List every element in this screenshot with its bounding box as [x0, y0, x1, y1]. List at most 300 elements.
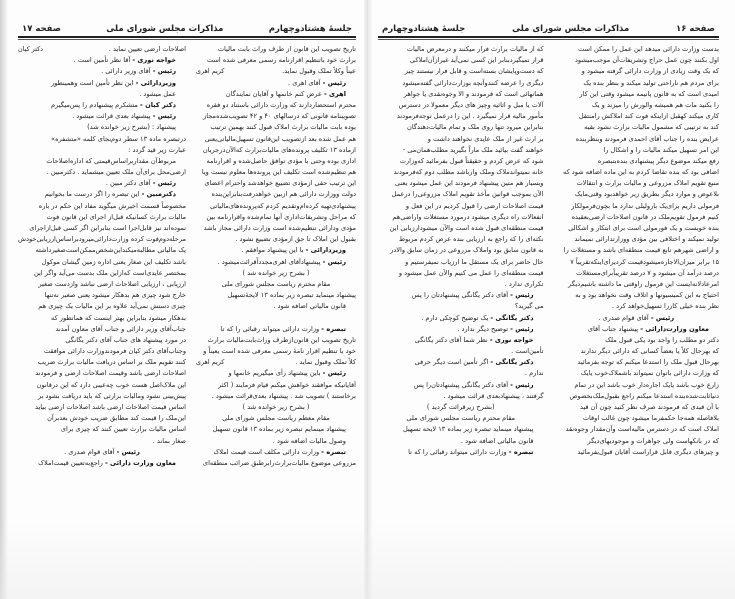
text-line: [18, 201, 186, 212]
speaker-name: رئیس -: [116, 447, 140, 456]
text-line: [378, 134, 544, 145]
line-text: گرفتند ، پیشنهادبعدی قرائت میشود .: [443, 391, 544, 400]
text-line: [554, 380, 720, 391]
speaker-name: معاون وزارت‌دارائی -: [640, 324, 709, 333]
line-text: مقام معظم ریاست مجلس شورای ملی: [222, 414, 330, 423]
line-text: تصویبنامه قانونی که درسالهای ۴۰ و ۴۲ تصویب‌شده‌مجاز: [203, 112, 356, 121]
line-text: محترم استحضاردارند که وزارت دارائی باستناد دو فقره: [206, 100, 356, 109]
right-header-rule: [378, 36, 719, 40]
line-text: و اراضی شهرهم تابع قیمت منطقه‌ای باشد و مستغلات را: [563, 246, 719, 255]
line-text: اداری بوده وحتی با مؤدی توافق حاصل‌شده و اقرارنامه: [206, 156, 356, 165]
text-line: [378, 368, 544, 379]
line-text: اصلاحات ارضی باشد وقیمت اصلاحات ارضی و فرمودند: [35, 369, 187, 378]
line-text: تبصره - وزارت دارائی میتواند رقبائی را که تا: [220, 324, 346, 333]
line-text: که دست‌وپایشان بسته‌است و قابل فرار نیستند چیز: [404, 67, 544, 76]
line-text: کنند تقویم ملک بر اساس دریافت مالیات برارث ضریب: [37, 358, 187, 367]
line-text: عبارت زیر قید گردد :: [128, 145, 187, 154]
text-line: [196, 189, 356, 200]
line-text: عمل میشود .: [139, 89, 177, 98]
text-line: [18, 424, 186, 435]
line-text: معاون وزارت‌دارائی - پیشنهاد جناب آقای: [587, 324, 709, 333]
line-text: عرایض بنده را جناب آقای احمدی فرمودند وبنظربنده: [575, 134, 719, 143]
line-text: نظر بنده خیلی کاررا تسهیل‌خواهد کرد .: [611, 302, 719, 311]
text-line: [554, 122, 720, 133]
signature: دکتر کیان: [18, 45, 43, 53]
speaker-name: تبصره -: [321, 324, 346, 333]
line-text: نکته‌ای را که راجع به ارزیابی بنده عرض کردم مربوط: [399, 235, 544, 244]
text-line: [196, 402, 356, 413]
speaker-line: [18, 189, 186, 200]
line-text: پیشنهاد مینماید تبصره زیر بماده ۱۳ لایحهٔ‌تسهیل: [227, 291, 356, 300]
left-page-right-column: [196, 44, 356, 469]
speaker-line: [18, 66, 186, 77]
line-text: قانون مالیاتی اضافه شود .: [273, 302, 346, 311]
text-line: [378, 111, 544, 122]
line-text: کلاً تملک وقبول نماید .: [295, 358, 356, 367]
line-text: تکراری ندارد .: [504, 279, 544, 288]
text-line: [378, 436, 544, 447]
line-text: خواجه نوری - آقا نظر تأمین است .: [73, 56, 177, 65]
speaker-name: رئیس -: [322, 78, 346, 87]
speaker-name: رئیس -: [650, 313, 675, 322]
line-text: قیمت منطقه‌ای را عمل می کنیم والآن عمل میشود و: [398, 268, 544, 277]
line-text: آلات یا مبل و اثاثیه وچیز های دیگر معمولا در دسترس: [398, 100, 544, 109]
speaker-line: [18, 447, 186, 458]
text-line: [196, 268, 356, 279]
line-text: و چیزهای دیگری قابل قراراست آقایان قبول‌بفرمائید: [577, 447, 719, 456]
line-text: صغار بماند .: [152, 436, 187, 445]
left-running-header: [18, 18, 356, 34]
right-journal-title: مذاکرات مجلس شورای ملی: [512, 24, 630, 34]
line-text: کند به ترتیبی که مشمول مالیات برارث نشود بقیه: [584, 123, 719, 132]
line-text: مأمور مالیه قرار نمیگیرد . این را درعمل توجه‌فرمودند: [396, 112, 544, 121]
line-text: پیشنهاد مینماید تبصره زیر بماده ۱۳ لایحه تسهیل: [402, 425, 534, 434]
line-text: رئیس - آقای وزیر دارائی .: [101, 67, 177, 76]
line-text: دنیاثابت‌شده‌بنده استدعا میکنم راجع بقبول‌ملک‌بخصوص: [569, 391, 719, 400]
text-line: [196, 134, 356, 145]
line-text: هم تنظیم‌شده است تکلیف این پرونده‌ها معلوم نیست ویا: [201, 168, 356, 177]
line-text: قرار نمیگیرد‌بنابر این کسی نمی‌آید غیرازآن‌املاکی: [409, 56, 544, 65]
speaker-line: [378, 380, 544, 391]
signature: کریم اهری: [196, 67, 225, 76]
text-line: [196, 66, 356, 77]
text-line: [18, 413, 186, 424]
line-text: اول بکنند چون عمل حراج وتشریفات‌آن موجب‌میشود: [574, 56, 719, 65]
text-line: [378, 301, 544, 312]
line-text: ۱۵ برابر میزان‌الاجاره‌میشود‌قیمت کردیرای‌اینکه‌تقریباً ۷: [570, 257, 719, 266]
speaker-name: رئیس -: [322, 369, 346, 378]
line-text: تأمین‌است .: [511, 347, 544, 356]
line-text: رئیس - پیشنهاد بعدی قرائت میشود .: [72, 112, 177, 121]
line-text: اهری - عرض کنم خانمها و آقایان نمایندگان: [225, 89, 346, 98]
line-text: تاریخ تصویب این قانون‌ازطرف وراث‌بابت‌مالیات برارث: [207, 335, 356, 344]
line-text: امرعادلانه‌ایست این فرمول راوقتی ما داشته باشیم‌دیگر: [568, 279, 719, 288]
text-line: [18, 234, 186, 245]
line-text: رئیس - آقای قوام صدری .: [598, 313, 675, 322]
line-text: این ترتیب حقی ازمؤدی تضییع خواهدشد واحترام اعضای: [204, 179, 356, 188]
line-text: پیش‌بینی نشود ومالیات برارثی که باید دریافت بشود بر: [37, 391, 187, 400]
text-line: [378, 212, 544, 223]
line-text: تبصره - وزارت دارائی میتواند رقبائی را که تا: [408, 447, 534, 456]
text-line: [196, 279, 356, 290]
line-text: مقام محترم ریاست مجلس شورای ملی: [221, 279, 331, 288]
speaker-line: [196, 447, 356, 458]
speaker-name: تبصره -: [321, 447, 346, 456]
line-text: جناب‌آقای وزیر دارائی و جناب آقای معاون آمدند: [55, 324, 187, 333]
speaker-name: خواجه نوری -: [489, 335, 534, 344]
line-text: بلاعوض و موارد دیگر بطریق زیر خواهدبود وقتی‌مایک: [574, 190, 719, 199]
text-line: [196, 234, 356, 245]
text-line: [196, 145, 356, 156]
text-line: [18, 245, 186, 256]
speaker-line: [196, 368, 356, 379]
text-line: [196, 167, 356, 178]
speaker-name: رئیس -: [152, 67, 177, 76]
speaker-name: رئیس -: [510, 380, 534, 389]
text-line: [18, 402, 186, 413]
right-page: [368, 0, 735, 599]
speaker-name: معاون وزارت دارائی -: [104, 458, 177, 467]
line-text: ارضی‌محل برای‌آن ملک تعیین میشماید . دکترمبین .: [46, 168, 187, 177]
line-text: انفعالات راه دیگری میشود درمورد مستغلات واراضی‌هم: [392, 212, 544, 221]
speaker-name: تبصره -: [508, 447, 534, 456]
text-line: [196, 357, 356, 368]
line-text: با آن قیدی که فرمودند صرف نظر کنید چون آن قید: [579, 403, 719, 411]
line-text: را بکنید مات هم همیشه والورش را میزند و یک: [591, 100, 719, 109]
text-line: [554, 111, 720, 122]
text-line: [18, 301, 186, 312]
speaker-line: [18, 178, 186, 189]
speaker-name: دکترمبین -: [141, 190, 177, 199]
text-line: [18, 156, 186, 167]
text-line: [18, 324, 186, 335]
text-line: [378, 44, 544, 55]
line-text: امیدی است که به قانون پانیمه میشود وقتی این کار: [579, 89, 719, 98]
text-line: [18, 89, 186, 100]
text-line: [196, 413, 356, 424]
text-line: [18, 279, 186, 290]
line-text: باشد تکلیف این صغار یعنی اداره زمین گیشان موکول: [41, 257, 187, 266]
text-line: [554, 290, 720, 301]
line-text: کنیم فرمول تقویم‌ملک در قانون اصلاحات ارضی‌بعقیده: [571, 212, 719, 221]
line-text: بلافاصله همه‌جا حکمفرما میشود چون غالب اوقات: [582, 414, 719, 423]
speaker-name: خواجه نوری -: [132, 56, 177, 65]
text-line: [554, 78, 720, 89]
speaker-line: [554, 313, 720, 324]
line-text: خانه نمیتواندملاک وملک وارباشد مطلب دوم که‌فرمودند: [393, 168, 544, 177]
text-line: [378, 391, 544, 402]
text-line: [18, 290, 186, 301]
line-text: خارج شود چیزی هم بدهکار میشود یعنی صغیر نه‌تنها: [44, 291, 187, 300]
line-text: رئیس - آقای قوام صدری .: [64, 447, 140, 456]
line-text: رئیس - باین پیشنهاد رأی میگیریم خانمها و: [228, 369, 346, 378]
text-line: [18, 357, 186, 368]
speaker-name: رئیس -: [510, 324, 534, 333]
line-text: که بهرحال کلاً یا بعضاً کسانی که دارائی دیگر ندارند: [580, 347, 719, 356]
text-line: [554, 257, 720, 268]
text-line: [196, 44, 356, 55]
line-text: پیشنهادی‌تهیه کرده‌ام‌وتقدیم کردم که‌پرونده‌های‌مالیاتی: [209, 201, 356, 210]
text-line: [554, 234, 720, 245]
text-line: [18, 44, 186, 55]
speaker-line: [378, 290, 544, 301]
line-text: بقبول این املاک تا حق ازمؤدی تضییع نشود .: [235, 235, 356, 244]
text-line: [18, 436, 186, 447]
right-page-columns: [378, 44, 719, 458]
line-text: تولید نمیکند و اختلافی بین مؤدی ووزارتدارائی نمیماند: [574, 235, 719, 244]
line-text: مالیات برارث کسانیکه قبل‌از اجرای این قانون فوت: [46, 212, 187, 221]
text-line: [196, 100, 356, 111]
line-text: بنابراین میرود تنها روی ملک و تمام مالیات‌دهندگان: [407, 123, 544, 132]
speaker-line: [378, 313, 544, 324]
line-text: آقایانیکه موافقند خواهش میکنم قیام فرمایند ( اکثر: [218, 380, 356, 389]
line-text: که مراحل وتشریفات‌اداری آنها تمام‌شده واقرارنامه بین: [206, 212, 356, 221]
speaker-line: [18, 458, 186, 469]
line-text: اساس قیمت اصلاحات ارضی باشد اصلاحات ارضی بیاید: [35, 403, 187, 411]
text-line: [196, 335, 356, 346]
text-line: [554, 223, 720, 234]
speaker-line: [378, 357, 544, 368]
text-line: [378, 156, 544, 167]
text-line: [378, 55, 544, 66]
line-text: اساس مالیات برارث تعیین کنند که چیزی برای: [60, 425, 187, 434]
line-text: الآن بموجب قوانین مأخذ تقویم املاک مزروعی‌را درعمل: [391, 190, 544, 199]
left-page-number: صفحه ۱۷: [22, 24, 61, 34]
text-line: [554, 100, 720, 111]
speaker-line: [196, 89, 356, 100]
line-text: می گیرید؟: [514, 302, 544, 311]
line-text: پیشنهاد : (بشرح زیر خوانده شد): [87, 123, 177, 132]
line-text: که از مالیات برارث فرار میکنند و درمعرض مالیات: [406, 45, 544, 53]
text-line: [196, 201, 356, 212]
line-text: تاریخ تصویب این قانون از طرف وراث بابت مالیات: [217, 45, 356, 53]
text-line: [18, 134, 186, 145]
text-line: [378, 223, 544, 234]
text-line: [378, 346, 544, 357]
line-text: دکتر دو مطلب را واجد بود یکی قبول ملک: [605, 335, 719, 344]
text-line: [554, 55, 720, 66]
text-line: [378, 100, 544, 111]
left-page-left-column: [18, 44, 186, 469]
text-line: [554, 424, 720, 435]
text-line: [196, 424, 356, 435]
line-text: که وزارت دارائی باتوان نمیتواند باشملاک‌خوب یایک: [580, 369, 719, 378]
line-text: وبسیار هم متین پیشنهاد فرمودند این عمل میشود یعنی: [394, 179, 544, 188]
text-line: [378, 145, 544, 156]
left-journal-title: مذاکرات مجلس شورای ملی: [106, 24, 224, 34]
line-text: عیناً وکلاً تملک وقبول نماید.: [282, 67, 356, 76]
line-text: ارزیابی ، ارزیابی اصلاحات ارضی نباشد وازدست صغیر: [38, 279, 187, 288]
line-text: درتبصره ماده ۱۳ سطر دوم‌بجای کلمه «متشفره»: [51, 134, 187, 143]
text-line: [196, 111, 356, 122]
left-page-columns: [18, 44, 356, 469]
text-line: [378, 279, 544, 290]
line-text: املاک است که در دسترس مالیه‌است وآن‌مقدار وجوه‌نقد: [565, 425, 719, 434]
line-text: رئیس - آقای دکتر یگانگی پیشنهادتان‌را پس: [413, 380, 534, 389]
speaker-line: [18, 100, 186, 111]
text-line: [554, 413, 720, 424]
line-text: دکتر یگانگی - اگر تأمین است دیگر حرفی: [414, 358, 534, 367]
text-line: [378, 189, 544, 200]
speaker-line: [378, 324, 544, 335]
text-line: [378, 167, 544, 178]
text-line: [378, 268, 544, 279]
line-text: منبع تقویم املاک مزروعی و مالیات برارث و انتقالات: [576, 179, 719, 188]
line-text: بهرحال قبول ملک را استدعا میکنم که توجه بفرمائید: [577, 358, 719, 367]
text-line: [18, 380, 186, 391]
line-text: رفع میکند موضوع دیگر پیشنهادی بنده‌بتبصره: [597, 156, 719, 165]
line-text: خود با تنظیم اقرار نامهٔ رسمی معرفی شده است یعیناً و: [203, 347, 356, 356]
line-text: درصد درآمد آن میشود و ۷ درصد تقریباًبرای‌مستغلات: [576, 268, 719, 277]
text-line: [554, 89, 720, 100]
speaker-name: دکتر یگانگی -: [490, 358, 534, 367]
text-line: [378, 245, 544, 256]
line-text: دکتر کیان - متشکرم پیشنهادم را پس‌میگیرم: [50, 100, 177, 109]
text-line: [196, 436, 356, 447]
line-text: بر ارث غیر از ملک عایدی نخواهند داشت و: [427, 134, 544, 143]
line-text: وجناب‌آقای دکتر کیان فرمودند‌وزارت دارائی موافقت: [43, 347, 187, 356]
text-line: [196, 55, 356, 66]
text-line: [554, 357, 720, 368]
line-text: قیمت منطقه‌ای قبول شده است والآن میشودارزیابی این: [389, 224, 544, 232]
text-line: [378, 424, 544, 435]
line-text: دولت ووزارت دارائی هم ازبین خواهدرفت‌بنابراین‌بنده: [211, 190, 356, 199]
speaker-name: رئیس -: [152, 179, 177, 188]
line-text: رئیس - پیشنهادآقای اهری‌مجدداًقرائت‌میشود .: [217, 257, 346, 266]
right-session-label: جلسهٔ هشتادوچهارم: [382, 24, 466, 34]
line-text: رئیس - آقای دکتر یگانگی پیشنهادتان را پس: [411, 291, 534, 300]
right-running-header: [378, 18, 719, 34]
text-line: [378, 402, 544, 413]
speaker-line: [196, 324, 356, 335]
text-line: [18, 167, 186, 178]
text-line: [554, 134, 720, 145]
line-text: مزروعی موضوع مالیات‌برارث‌رابرطبق ضرائب منطقه‌ای: [202, 458, 356, 467]
speaker-name: وزیردارائی -: [135, 78, 177, 87]
text-line: [554, 66, 720, 77]
text-line: [196, 458, 356, 469]
line-text: رئیس - توضیح دیگر ندارد .: [457, 324, 534, 333]
line-text: ( بشرح زیر خوانده شد ): [242, 403, 310, 411]
line-text: اضافی بود که بنده تقاضا کردم به این ماده اضافه شود که: [563, 168, 719, 177]
line-text: برخاستند ) تصویب شد . پیشنهاد بعدی‌قرائت میشود .: [211, 391, 356, 400]
line-text: همانهائی است که فرمودند و الا وجوه‌نقدی یا جواهر: [403, 89, 544, 98]
text-line: [378, 178, 544, 189]
text-line: [18, 212, 186, 223]
text-line: [18, 223, 186, 234]
line-text: دیگری را عرضه کنندوآنچه بوزارت‌دارائی گفته‌میشود: [402, 78, 544, 87]
speaker-name: اهری -: [323, 89, 346, 98]
line-text: احتیاج به این کمیسیونها و اتلاف وقت نخواهد بود و به: [575, 291, 719, 300]
speaker-line: [196, 257, 356, 268]
line-text: بنده خوبست و یک فورمولی است برای ابتکار و اشکالی: [568, 224, 719, 232]
text-line: [554, 368, 720, 379]
speaker-name: دکتر کیان -: [140, 100, 177, 109]
line-text: بمختصر عایدی‌است که‌ازاین ملک بدست می‌آید واگر این: [33, 268, 187, 277]
line-text: شود که عرض کردم و حقیقتاً قبول بفرمائید که‌وزارت: [399, 156, 544, 165]
line-text: خواهند گفت بیائید ملک ماراً بگیرید مطلب‌همان‌می -: [402, 145, 544, 154]
text-line: [196, 178, 356, 189]
text-line: [554, 145, 720, 156]
text-line: [554, 391, 720, 402]
line-text: به قانون سابق بود واملاک مزروعی در زمان سابق والادر: [390, 246, 544, 255]
text-line: [554, 402, 720, 413]
text-line: [18, 313, 186, 324]
text-line: [18, 335, 186, 346]
text-line: [554, 301, 720, 312]
right-page-number: صفحه ۱۶: [676, 24, 715, 34]
speaker-line: [18, 55, 186, 66]
speaker-line: [378, 447, 544, 458]
text-line: [18, 391, 186, 402]
line-text: حال حاضر برای یک مستقل ما ارزیاب نمیفرستیم و: [405, 257, 544, 266]
text-line: [554, 279, 720, 290]
line-text: وزیردارائی - با این پیشنهاد موافقم .: [241, 246, 346, 255]
text-line: [196, 391, 356, 402]
line-text: مخصوصاً قسمت اخیرش میگوید مفاد این حکم در باره: [38, 201, 187, 210]
line-text: دکتر یگانگی - یک توضیح کوچکی دارم .: [421, 313, 534, 322]
line-text: مرحله‌دوم‌فوت کرده وزارت‌دارائی‌میرود‌براساس‌ارزیابی‌خودش: [18, 235, 187, 244]
line-text: فرمولی داریم برای‌یک بارولیلی ندارد ما بچون‌فرمولکار: [571, 201, 719, 210]
line-text: برارث خود باتنظیم اقرارنامه رسمی معرفی شده است: [206, 56, 356, 65]
line-text: کاری میکند کهقبل ازاینکه فوت کند املاکش رامنتقل: [578, 112, 719, 121]
speaker-name: رئیس -: [510, 291, 534, 300]
line-text: که در بانکهاست ولی جواهرات و موجودیهای‌دیگر: [587, 436, 719, 445]
text-line: [554, 436, 720, 447]
speaker-name: دکتر یگانگی -: [490, 313, 534, 322]
text-line: [378, 66, 544, 77]
text-line: [378, 89, 544, 100]
line-text: مؤدی ودارائی تنظیم‌شده است وزارت دارائی مجاز باشد: [203, 224, 356, 232]
text-line: [18, 268, 186, 279]
text-line: [196, 301, 356, 312]
line-text: زارع خوب باشد یایک اجاره‌دار خوب باشد این در تمام: [574, 380, 719, 389]
text-line: [554, 201, 720, 212]
text-line: [196, 212, 356, 223]
line-text: قانون مالیاتی اضافه شود .: [460, 436, 534, 445]
text-line: [554, 335, 720, 346]
text-line: [196, 122, 356, 133]
signature: کریم اهری: [196, 358, 225, 367]
line-text: یک مالیاتی مطالبه‌میکند‌این‌شخص‌ممکن‌است‌صغیرداشته: [35, 246, 187, 255]
text-line: [196, 313, 356, 324]
text-line: [196, 223, 356, 234]
line-text: دکترمبین - این تبصره را اگر درست ما بخوانیم: [44, 190, 177, 199]
line-text: (بشرح زیرقرائت گردید ): [426, 403, 495, 411]
line-text: مربوط‌آن مقداربراساس‌قیمتی که اداره‌اصلاحات: [46, 156, 177, 165]
line-text: مقام محترم ریاست مجلس شورای ملی: [406, 414, 516, 423]
line-text: برای مردم هم ناراحتی تولید میکند و بنظر بنده یک: [583, 78, 719, 87]
line-text: که یک وقت زیادی از وزارت دارائی گرفته میشود و: [581, 67, 719, 76]
line-text: ازماده ۱۳ تکلیف پرونده‌های مالیات‌برارث که‌الآن‌درجریان: [202, 145, 356, 154]
text-line: [196, 290, 356, 301]
text-line: [378, 201, 544, 212]
line-text: اصلاحات ارضی تعیین نماید .: [108, 45, 187, 53]
line-text: این ملاک‌اصل هست خوب چه‌عیبی دارد که این درقانون: [36, 380, 187, 389]
text-line: [554, 447, 720, 458]
line-text: این‌ملک را قیمت کند مطابق ضریب خودش بعدبرآن: [47, 414, 187, 423]
line-text: در مورد پیشنهاد های جناب آقای دکتر یگانگی: [65, 335, 187, 344]
left-session-label: جلسهٔ هشتادوچهارم: [268, 24, 352, 34]
text-line: [18, 122, 186, 133]
line-text: وصول مالیات اضافه شود .: [272, 436, 346, 445]
text-line: [554, 156, 720, 167]
text-line: [378, 122, 544, 133]
line-text: بدهکار میشود بنابراین بهتر اینست که همانطور که: [50, 313, 187, 322]
line-text: رئیس - آقای دکتر مبین .: [105, 179, 177, 188]
line-text: وزیردارائی - این نظر تأمین است وهمینطور: [50, 78, 177, 87]
text-line: [554, 178, 720, 189]
